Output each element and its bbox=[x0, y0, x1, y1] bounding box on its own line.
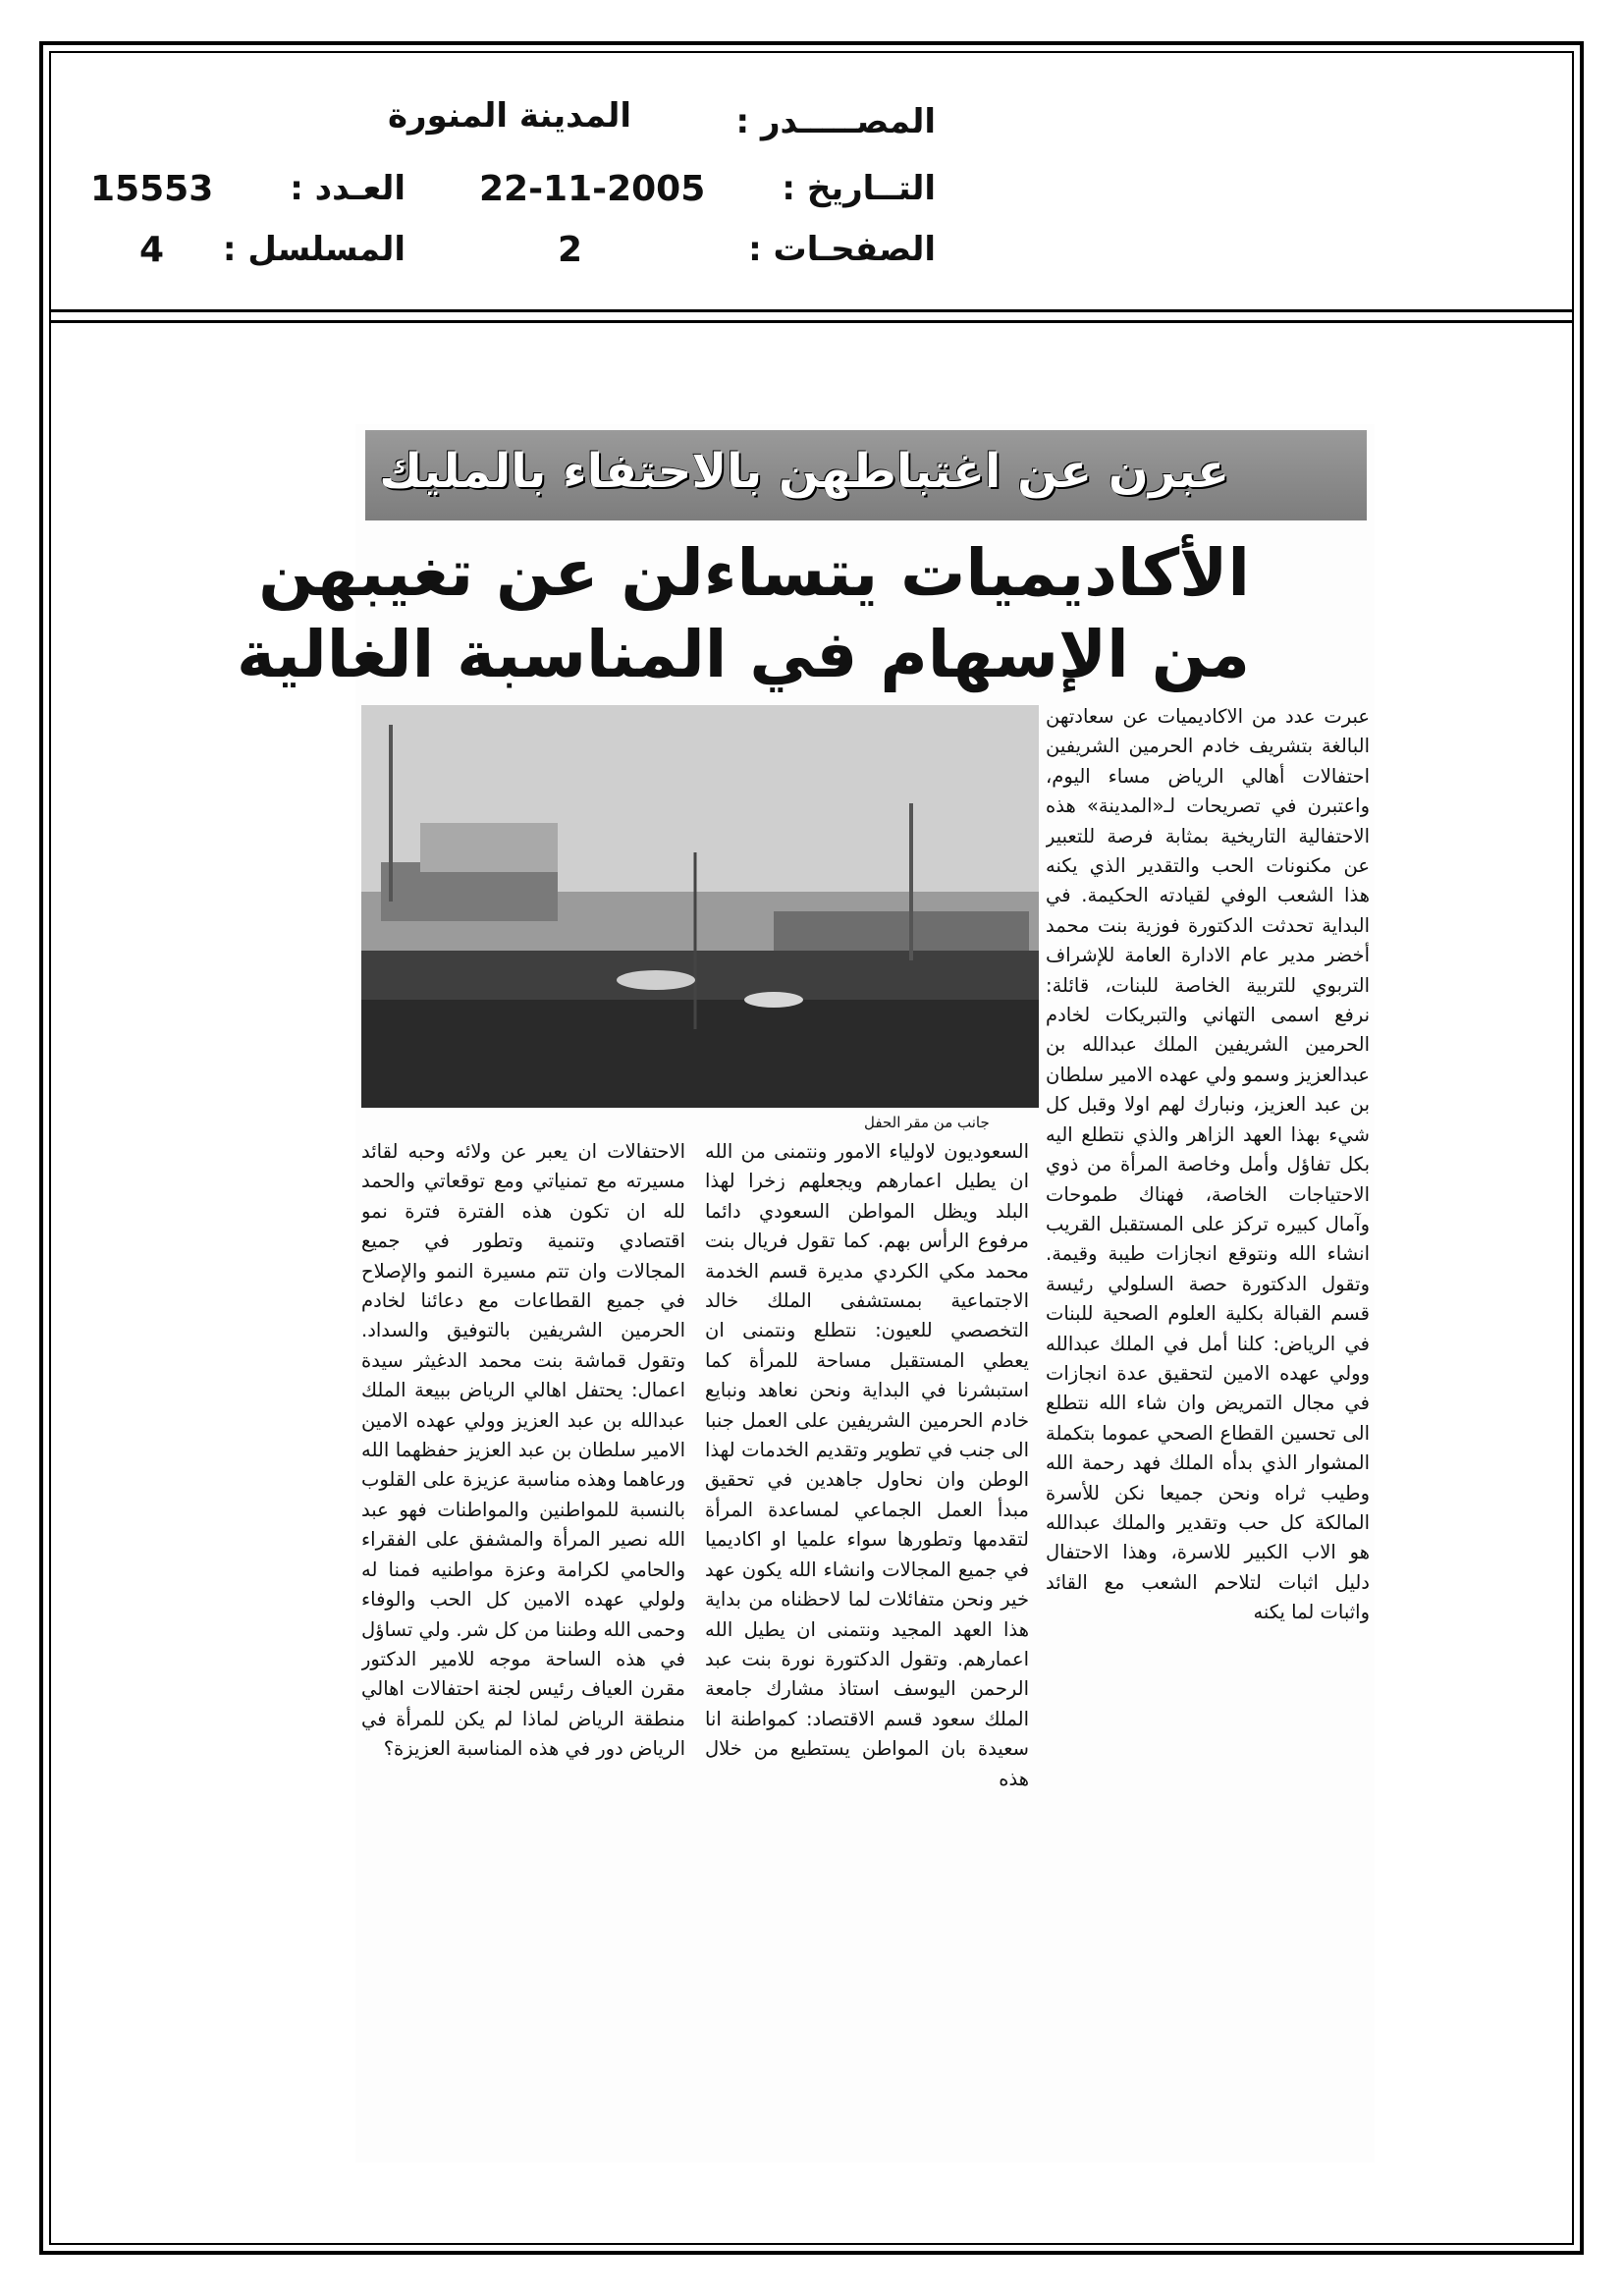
column-text-middle: السعوديون لاولياء الامور ونتمنى من الله ان يطيل اعمارهم ويجعلهم زخرا لهذا البلد ويظل المواطن السعودي دائما مرفوع الرأس بهم. كما تقول فريال بنت محمد مكي الكردي مديرة قسم الخدمة الاجتماعية بمستشفى الملك خالد التخصصي للعيون: نتطلع ونتمنى ان يعطي المستقبل مساحة للمرأة كما استبشرنا في البداية ونحن نعاهد ونبايع خادم الحرمين الشريفين على العمل جنبا الى جنب في تطوير وتقديم الخدمات لهذا الوطن وان نحاول جاهدين في تحقيق مبدأ العمل الجماعي لمساعدة المرأة لتقدمها وتطورها سواء علميا او اكاديميا في جميع المجالات وانشاء الله يكون عهد خير ونحن متفائلات لما لاحظناه من بداية هذا العهد المجيد ونتمنى ان يطيل الله اعمارهم. وتقول الدكتورة نورة بنت عبد الرحمن اليوسف استاذ مشارك جامعة الملك سعود قسم الاقتصاد: كمواطنة انا سعيدة بان المواطن يستطيع من خلال هذه bbox=[705, 1140, 1029, 1790]
photo-caption: جانب من مقر الحفل bbox=[864, 1114, 990, 1131]
pages-value: 2 bbox=[558, 230, 583, 270]
photo-scene bbox=[361, 705, 1039, 1108]
article-photo bbox=[361, 705, 1039, 1108]
headline-line-1: الأكاديميات يتساءلن عن تغيبهن bbox=[258, 535, 1250, 611]
article-column-middle bbox=[705, 1137, 1029, 2151]
headline-line-2: من الإسهام في المناسبة الغالية bbox=[237, 617, 1250, 692]
date-label: التــاريخ : bbox=[782, 169, 936, 208]
column-text-right: عبرت عدد من الاكاديميات عن سعادتهن البالغة بتشريف خادم الحرمين الشريفين احتفالات أهالي الرياض مساء اليوم، واعتبرن في تصريحات لـ«المدينة» هذه الاحتفالية التاريخية بمثابة فرصة للتعبير عن مكنونات الحب والتقدير الذي يكنه هذا الشعب الوفي لقيادته الحكيمة. في البداية تحدثت الدكتورة فوزية بنت محمد أخضر مدير عام الادارة العامة للإشراف التربوي للتربية الخاصة للبنات، قائلة: نرفع اسمى التهاني والتبريكات لخادم الحرمين الشريفين الملك عبدالله بن عبدالعزيز وسمو ولي عهده الامير سلطان بن عبد العزيز، ونبارك لهم اولا وقبل كل شيء بهذا العهد الزاهر والذي نتطلع اليه بكل تفاؤل وأمل وخاصة المرأة من ذوي الاحتياجات الخاصة، فهناك طموحات وآمال كبيره تركز على المستقبل القريب انشاء الله ونتوقع انجازات طيبة وقيمة. وتقول الدكتورة حصة السلولي رئيسة قسم القبالة بكلية العلوم الصحية للبنات في الرياض: كلنا أمل في الملك عبدالله وولي عهده الامين لتحقيق عدة انجازات في مجال التمريض وان شاء الله نتطلع الى تحسين القطاع الصحي عموما بتكملة المشوار الذي بدأه الملك فهد رحمة الله وطيب ثراه ونحن جميعا نكن للأسرة المالكة كل حب وتقدير والملك عبدالله هو الاب الكبير للاسرة، وهذا الاحتفال دليل اثبات لتلاحم الشعب مع القائد واثبات لما يكنه bbox=[1046, 705, 1370, 1624]
kicker-text: عبرن عن اغتباطهن بالاحتفاء بالمليك bbox=[379, 444, 1229, 499]
article-column-right bbox=[1046, 702, 1370, 2151]
issue-value: 15553 bbox=[90, 169, 214, 209]
column-text-left: الاحتفالات ان يعبر عن ولائه وحبه لقائد مسيرته مع تمنياتي ومع توقعاتي والحمد لله ان تكون هذه الفترة فترة نمو اقتصادي وتنمية وتطور في جميع المجالات وان تتم مسيرة النمو والإصلاح في جميع القطاعات مع دعائنا لخادم الحرمين الشريفين بالتوفيق والسداد. وتقول قماشة بنت محمد الدغيثر سيدة اعمال: يحتفل اهالي الرياض ببيعة الملك عبدالله بن عبد العزيز وولي عهده الامين الامير سلطان بن عبد العزيز حفظهما الله ورعاهما وهذه مناسبة عزيزة على القلوب بالنسبة للمواطنين والمواطنات فهو عبد الله نصير المرأة والمشفق على الفقراء والحامي لكرامة وعزة مواطنيه فمنا له ولولي عهده الامين كل الحب والوفاء وحمى الله وطننا من كل شر. ولي تساؤل في هذه الساحة موجه للامير الدكتور مقرن العياف رئيس لجنة احتفالات اهالي منطقة الرياض لماذا لم يكن للمرأة في الرياض دور في هذه المناسبة العزيزة؟ bbox=[361, 1140, 685, 1761]
source-label: المصـــــدر : bbox=[735, 102, 936, 141]
header-divider bbox=[49, 309, 1574, 312]
kicker-banner bbox=[365, 430, 1367, 520]
issue-label: العـدد : bbox=[290, 169, 406, 208]
article-column-left bbox=[361, 1137, 685, 2151]
serial-value: 4 bbox=[139, 230, 165, 270]
pages-label: الصفحـات : bbox=[748, 230, 936, 269]
source-value: المدينة المنورة bbox=[387, 96, 631, 136]
header-divider-2 bbox=[49, 320, 1574, 323]
serial-label: المسلسل : bbox=[222, 230, 406, 269]
date-value: 22-11-2005 bbox=[479, 169, 706, 209]
